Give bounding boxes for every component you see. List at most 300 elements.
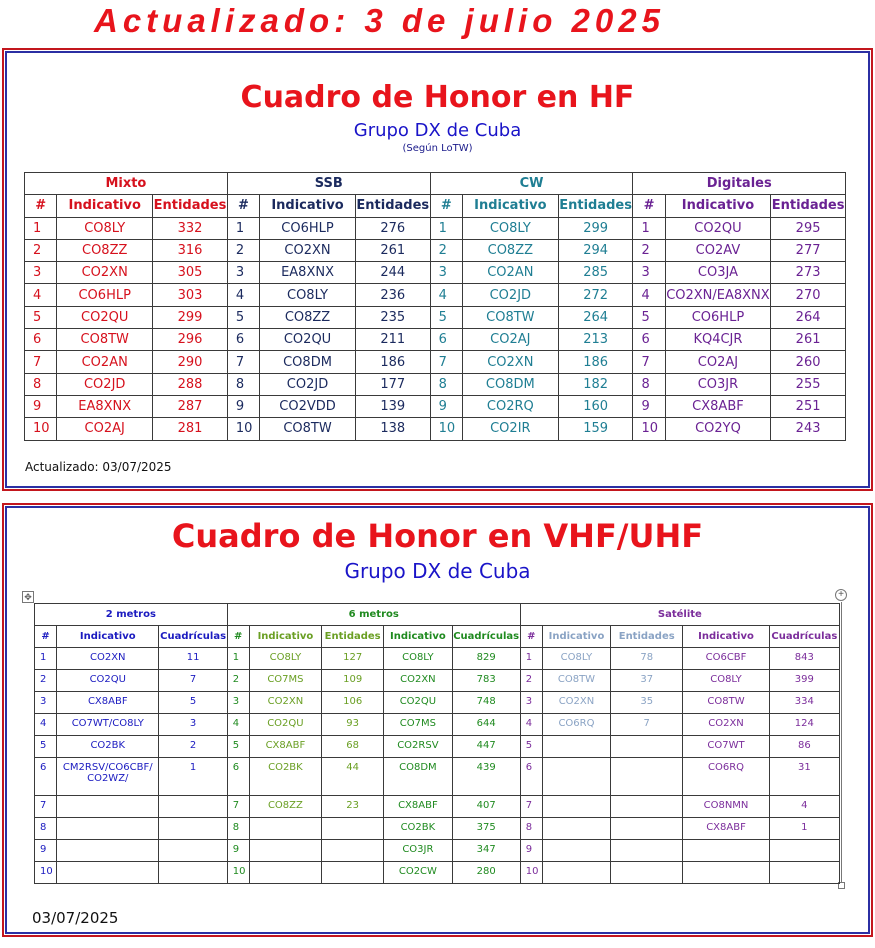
vhf-group-header-row	[35, 604, 840, 626]
table-cell	[683, 862, 769, 884]
table-cell: 3	[430, 262, 462, 284]
table-row	[35, 862, 840, 884]
table-cell: CO2JD	[462, 284, 558, 306]
table-cell: 1	[769, 818, 839, 840]
table-cell: 407	[452, 796, 520, 818]
table-cell: CO2BK	[57, 736, 159, 758]
table-cell: 3	[159, 714, 227, 736]
table-cell: 186	[355, 351, 430, 373]
table-row	[25, 217, 846, 239]
table-cell: 303	[153, 284, 228, 306]
table-cell: CO8DM	[260, 351, 356, 373]
table-cell: 4	[633, 284, 665, 306]
table-cell: 10	[25, 418, 57, 440]
table-cell	[611, 840, 683, 862]
table-row	[35, 692, 840, 714]
table-cell: 182	[558, 373, 633, 395]
table-cell: 290	[153, 351, 228, 373]
table-cell: 9	[520, 840, 542, 862]
table-cell: CO8LY	[384, 648, 452, 670]
hf-col-header: #	[430, 195, 462, 217]
table-cell: 270	[771, 284, 846, 306]
table-cell: 277	[771, 239, 846, 261]
table-cell	[769, 862, 839, 884]
table-cell: 213	[558, 329, 633, 351]
table-cell: 7	[227, 351, 259, 373]
table-cell	[322, 840, 384, 862]
table-cell: 288	[153, 373, 228, 395]
table-cell: 1	[520, 648, 542, 670]
table-cell: 160	[558, 395, 633, 417]
table-cell: 299	[153, 306, 228, 328]
table-cell	[322, 862, 384, 884]
hf-subtitle: Grupo DX de Cuba	[353, 120, 522, 141]
table-cell: CX8ABF	[249, 736, 321, 758]
table-cell: CO2VDD	[260, 395, 356, 417]
table-cell: CO8ZZ	[462, 239, 558, 261]
table-cell: 243	[771, 418, 846, 440]
add-circle-icon[interactable]: +	[835, 589, 847, 601]
table-cell: 10	[430, 418, 462, 440]
hf-table-body	[25, 217, 846, 440]
table-cell: CO8ZZ	[57, 239, 153, 261]
table-cell: 3	[25, 262, 57, 284]
vhf-col-header: Indicativo	[542, 626, 610, 648]
table-row	[25, 262, 846, 284]
table-cell: 139	[355, 395, 430, 417]
table-cell: 177	[355, 373, 430, 395]
table-cell: CO7WT	[683, 736, 769, 758]
vhf-updated-note: 03/07/2025	[32, 909, 119, 927]
vhf-column-header-row	[35, 626, 840, 648]
table-cell: 2	[633, 239, 665, 261]
table-cell: CO8TW	[57, 329, 153, 351]
table-edge-line	[841, 602, 842, 882]
table-cell	[249, 818, 321, 840]
table-cell: 9	[25, 395, 57, 417]
table-cell: CO2BK	[249, 758, 321, 796]
table-cell: 8	[35, 818, 57, 840]
hf-col-header: Indicativo	[57, 195, 153, 217]
table-cell: CO8LY	[249, 648, 321, 670]
table-cell: 9	[35, 840, 57, 862]
table-cell: 7	[633, 351, 665, 373]
table-cell: CO8NMN	[683, 796, 769, 818]
table-cell: 10	[227, 418, 259, 440]
table-cell: CO2QU	[260, 329, 356, 351]
table-cell: 244	[355, 262, 430, 284]
table-cell: 3	[227, 262, 259, 284]
table-cell: CO7MS	[384, 714, 452, 736]
table-cell: 9	[633, 395, 665, 417]
table-cell: 6	[25, 329, 57, 351]
hf-col-header: Entidades	[153, 195, 228, 217]
table-cell	[611, 736, 683, 758]
table-cell: 7	[611, 714, 683, 736]
table-cell: 276	[355, 217, 430, 239]
table-row	[35, 670, 840, 692]
table-cell: 10	[227, 862, 249, 884]
table-cell: 4	[227, 284, 259, 306]
vhf-col-header: Cuadrículas	[769, 626, 839, 648]
table-cell: 1	[633, 217, 665, 239]
table-cell: 7	[35, 796, 57, 818]
table-cell: CO2RSV	[384, 736, 452, 758]
table-row	[25, 329, 846, 351]
table-cell: 316	[153, 239, 228, 261]
table-cell	[611, 862, 683, 884]
table-cell: 3	[35, 692, 57, 714]
table-cell: 2	[35, 670, 57, 692]
table-cell: CO2CW	[384, 862, 452, 884]
table-row	[25, 373, 846, 395]
table-cell: 3	[520, 692, 542, 714]
hf-column-header-row	[25, 195, 846, 217]
table-cell: 264	[771, 306, 846, 328]
table-cell	[542, 840, 610, 862]
table-cell: 10	[520, 862, 542, 884]
table-cell: CO2QU	[665, 217, 770, 239]
table-cell: CO8DM	[462, 373, 558, 395]
table-cell: 2	[520, 670, 542, 692]
table-cell: CO3JA	[665, 262, 770, 284]
table-cell	[611, 758, 683, 796]
hf-updated-note: Actualizado: 03/07/2025	[25, 460, 172, 474]
hf-group-cw: CW	[430, 173, 633, 195]
table-row	[35, 840, 840, 862]
table-cell: 8	[520, 818, 542, 840]
table-cell: 280	[452, 862, 520, 884]
table-cell: 399	[769, 670, 839, 692]
table-cell: 6	[430, 329, 462, 351]
table-cell	[542, 736, 610, 758]
table-cell: 8	[227, 818, 249, 840]
table-cell: CO8TW	[683, 692, 769, 714]
table-cell: 23	[322, 796, 384, 818]
table-row	[35, 796, 840, 818]
table-cell: 8	[25, 373, 57, 395]
table-cell: 255	[771, 373, 846, 395]
table-cell: CO2XN	[57, 262, 153, 284]
table-cell: CO2AN	[462, 262, 558, 284]
table-row	[35, 714, 840, 736]
vhf-title: Cuadro de Honor en VHF/UHF	[171, 517, 704, 555]
table-cell: CO8TW	[542, 670, 610, 692]
move-handle-icon[interactable]: ✥	[22, 591, 34, 603]
table-cell	[683, 840, 769, 862]
hf-group-header-row	[25, 173, 846, 195]
table-cell: CM2RSV/CO6CBF/ CO2WZ/	[57, 758, 159, 796]
table-row	[35, 758, 840, 796]
table-cell: 5	[25, 306, 57, 328]
table-cell: 8	[430, 373, 462, 395]
table-cell	[249, 862, 321, 884]
table-cell: 829	[452, 648, 520, 670]
table-cell: CO2QU	[249, 714, 321, 736]
table-cell: 8	[227, 373, 259, 395]
vhf-group-2m: 2 metros	[35, 604, 228, 626]
table-cell: 109	[322, 670, 384, 692]
table-cell: 4	[35, 714, 57, 736]
hf-panel	[2, 48, 873, 491]
table-cell: CO8ZZ	[249, 796, 321, 818]
table-cell: 31	[769, 758, 839, 796]
table-cell	[249, 840, 321, 862]
table-cell: 260	[771, 351, 846, 373]
table-cell: CO2AJ	[665, 351, 770, 373]
table-cell: 235	[355, 306, 430, 328]
table-cell: 106	[322, 692, 384, 714]
table-cell: CO2XN/EA8XNX	[665, 284, 770, 306]
table-cell: CO2IR	[462, 418, 558, 440]
vhf-col-header: Entidades	[611, 626, 683, 648]
table-cell	[159, 818, 227, 840]
table-cell: 6	[633, 329, 665, 351]
table-cell: 35	[611, 692, 683, 714]
table-cell: 299	[558, 217, 633, 239]
table-cell: 285	[558, 262, 633, 284]
table-cell: 5	[430, 306, 462, 328]
table-cell: CO8TW	[462, 306, 558, 328]
table-cell: CX8ABF	[384, 796, 452, 818]
table-cell: CO8LY	[260, 284, 356, 306]
table-cell: CO2AJ	[462, 329, 558, 351]
table-cell: CX8ABF	[665, 395, 770, 417]
table-cell: 9	[227, 395, 259, 417]
vhf-col-header: Cuadrículas	[452, 626, 520, 648]
table-cell: 272	[558, 284, 633, 306]
table-cell: CO2BK	[384, 818, 452, 840]
table-cell: 375	[452, 818, 520, 840]
table-row	[25, 284, 846, 306]
hf-col-header: #	[227, 195, 259, 217]
table-cell: 2	[159, 736, 227, 758]
vhf-subtitle: Grupo DX de Cuba	[344, 559, 531, 583]
table-cell: 748	[452, 692, 520, 714]
vhf-col-header: Cuadrículas	[159, 626, 227, 648]
table-cell: 644	[452, 714, 520, 736]
table-cell: CO8LY	[683, 670, 769, 692]
table-cell: KQ4CJR	[665, 329, 770, 351]
table-row	[35, 648, 840, 670]
table-cell: 5	[520, 736, 542, 758]
table-cell: 287	[153, 395, 228, 417]
table-cell: 783	[452, 670, 520, 692]
table-cell: 261	[771, 329, 846, 351]
table-cell: CO2YQ	[665, 418, 770, 440]
table-cell: 5	[227, 736, 249, 758]
table-cell: CO2AV	[665, 239, 770, 261]
table-cell: 7	[159, 670, 227, 692]
table-cell: 1	[35, 648, 57, 670]
table-cell: 296	[153, 329, 228, 351]
table-cell: 78	[611, 648, 683, 670]
table-cell: 10	[35, 862, 57, 884]
hf-col-header: #	[633, 195, 665, 217]
table-cell	[542, 758, 610, 796]
table-cell: CO2XN	[542, 692, 610, 714]
table-cell: 1	[227, 217, 259, 239]
table-cell: 264	[558, 306, 633, 328]
table-row	[25, 418, 846, 440]
table-cell: CO2RQ	[462, 395, 558, 417]
table-cell: 10	[633, 418, 665, 440]
table-cell: 251	[771, 395, 846, 417]
vhf-col-header: Indicativo	[249, 626, 321, 648]
table-cell: 124	[769, 714, 839, 736]
table-cell: 447	[452, 736, 520, 758]
table-cell: 6	[227, 329, 259, 351]
table-cell: 1	[227, 648, 249, 670]
table-cell	[159, 796, 227, 818]
table-cell: CO8ZZ	[260, 306, 356, 328]
table-cell: CO8LY	[57, 217, 153, 239]
hf-col-header: Indicativo	[665, 195, 770, 217]
table-cell: EA8XNX	[260, 262, 356, 284]
hf-col-header: Entidades	[771, 195, 846, 217]
table-row	[25, 306, 846, 328]
hf-col-header: Indicativo	[462, 195, 558, 217]
vhf-col-header: Indicativo	[384, 626, 452, 648]
vhf-panel	[2, 503, 873, 937]
table-cell: CO8LY	[462, 217, 558, 239]
table-cell: 334	[769, 692, 839, 714]
table-cell: 295	[771, 217, 846, 239]
table-cell	[322, 818, 384, 840]
table-cell: 347	[452, 840, 520, 862]
table-cell: 5	[227, 306, 259, 328]
table-cell: 211	[355, 329, 430, 351]
table-cell: CO2QU	[57, 670, 159, 692]
table-cell: 281	[153, 418, 228, 440]
hf-col-header: Indicativo	[260, 195, 356, 217]
vhf-table	[34, 603, 840, 884]
table-cell: CO2XN	[462, 351, 558, 373]
table-cell: 2	[227, 670, 249, 692]
table-cell: CO8LY	[542, 648, 610, 670]
table-row	[35, 818, 840, 840]
banner-updated: Actualizado: 3 de julio 2025	[94, 2, 665, 39]
vhf-col-header: Entidades	[322, 626, 384, 648]
table-cell	[57, 818, 159, 840]
table-cell: 6	[227, 758, 249, 796]
table-cell: 5	[633, 306, 665, 328]
table-cell: CO2AN	[57, 351, 153, 373]
table-cell: 332	[153, 217, 228, 239]
table-cell: 2	[227, 239, 259, 261]
table-cell: CO6HLP	[260, 217, 356, 239]
table-cell	[542, 862, 610, 884]
table-cell: 4	[25, 284, 57, 306]
table-cell: CO8TW	[260, 418, 356, 440]
vhf-col-header: Indicativo	[57, 626, 159, 648]
table-cell: CO2AJ	[57, 418, 153, 440]
table-cell: 7	[227, 796, 249, 818]
table-cell	[769, 840, 839, 862]
table-cell: 7	[520, 796, 542, 818]
table-cell: CO3JR	[384, 840, 452, 862]
table-cell: CX8ABF	[683, 818, 769, 840]
table-cell: 4	[520, 714, 542, 736]
table-cell: CO6RQ	[683, 758, 769, 796]
table-cell: 305	[153, 262, 228, 284]
table-cell: 439	[452, 758, 520, 796]
table-cell: 273	[771, 262, 846, 284]
table-cell: CO2JD	[57, 373, 153, 395]
vhf-col-header: #	[520, 626, 542, 648]
table-cell: 93	[322, 714, 384, 736]
table-cell: 127	[322, 648, 384, 670]
table-cell: 86	[769, 736, 839, 758]
table-cell: 1	[159, 758, 227, 796]
table-cell: CO6CBF	[683, 648, 769, 670]
hf-title: Cuadro de Honor en HF	[240, 80, 635, 115]
hf-group-mixto: Mixto	[25, 173, 228, 195]
table-cell: 5	[35, 736, 57, 758]
table-cell	[159, 862, 227, 884]
table-cell	[57, 862, 159, 884]
hf-table	[24, 172, 846, 441]
table-cell: 44	[322, 758, 384, 796]
table-row	[25, 351, 846, 373]
table-cell: EA8XNX	[57, 395, 153, 417]
table-cell: CO2JD	[260, 373, 356, 395]
vhf-group-satelite: Satélite	[520, 604, 839, 626]
hf-col-header: Entidades	[355, 195, 430, 217]
table-cell	[542, 818, 610, 840]
table-cell: 186	[558, 351, 633, 373]
table-cell: 7	[430, 351, 462, 373]
table-cell: 4	[430, 284, 462, 306]
hf-col-header: Entidades	[558, 195, 633, 217]
table-cell: CO6RQ	[542, 714, 610, 736]
table-cell: CO6HLP	[665, 306, 770, 328]
vhf-col-header: #	[35, 626, 57, 648]
table-row	[25, 239, 846, 261]
table-cell: 7	[25, 351, 57, 373]
table-cell: 3	[227, 692, 249, 714]
table-cell: 843	[769, 648, 839, 670]
table-cell: CO2XN	[249, 692, 321, 714]
table-cell: 1	[430, 217, 462, 239]
table-cell: CO2XN	[57, 648, 159, 670]
table-row	[35, 736, 840, 758]
table-cell: 6	[35, 758, 57, 796]
table-cell: CX8ABF	[57, 692, 159, 714]
table-cell	[57, 840, 159, 862]
table-cell: 261	[355, 239, 430, 261]
table-cell: 294	[558, 239, 633, 261]
table-cell: 6	[520, 758, 542, 796]
table-cell: 11	[159, 648, 227, 670]
table-cell: CO7MS	[249, 670, 321, 692]
vhf-group-6m: 6 metros	[227, 604, 520, 626]
table-cell: 1	[25, 217, 57, 239]
table-cell: CO8DM	[384, 758, 452, 796]
table-cell: 5	[159, 692, 227, 714]
table-cell: 9	[430, 395, 462, 417]
table-cell: 2	[25, 239, 57, 261]
table-cell	[542, 796, 610, 818]
table-cell: CO2XN	[683, 714, 769, 736]
table-cell	[611, 818, 683, 840]
table-cell: CO3JR	[665, 373, 770, 395]
table-cell: 159	[558, 418, 633, 440]
table-cell: CO2QU	[57, 306, 153, 328]
table-cell: 68	[322, 736, 384, 758]
hf-col-header: #	[25, 195, 57, 217]
table-cell: 3	[633, 262, 665, 284]
